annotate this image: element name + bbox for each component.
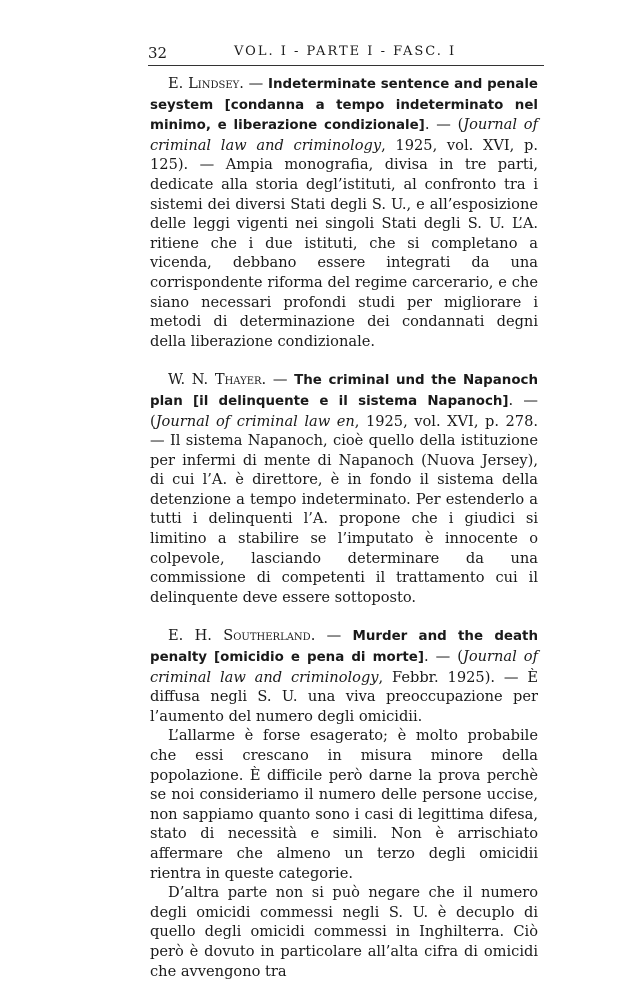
entry-dash: — [243,75,269,92]
entry-punct: . — ( [424,116,464,134]
text-column [150,74,538,981]
entry-dash: — [266,371,295,389]
entry-title: Murder and the death penalty [omicidio e pena di morte] [150,629,538,666]
review-entry-southerland [150,626,538,726]
entry-dash: — [315,627,353,645]
entry-title: The criminal und the Napanoch plan [il delinquente e il sistema Napanoch] [150,373,539,409]
entry-author: W. N. Thayer. [168,371,267,389]
header-rule [148,65,544,66]
entry-body: Il sistema Napanoch, cioè quello della istituzione per infermi di mente di Napanoch (Nuova Jersey), di cui l’A. è direttore, è in fondo il sistema della detenzione a tempo indeterminato. Per estenderlo a tutti i delinquenti l’A. propone che i giudici si limitino a stabilire se l’imputato è innocente o colpevole, lasciando determinare da una commissione di competenti il trattamento cui il delinquente deve essere sottoposto. [150,432,538,606]
entry-punct: . — ( [150,391,538,430]
entry-citation: , 1925, vol. XVI, p. 125). — [150,136,538,174]
entry-punct: . — ( [423,648,463,666]
entry-journal: Journal of criminal law and criminology [150,648,538,686]
entry-title: Indeterminate sentence and penale seystem [condanna a tempo indeterminato nel minimo, e liberazione condizionale] [150,77,538,134]
entry-author: E. Lindsey. [168,75,244,92]
entry-journal: Journal of criminal law en [155,412,355,430]
entry-journal: Journal of criminal law and criminology [150,116,538,154]
review-entry-lindsey [150,74,538,351]
body-paragraph: L’allarme è forse esagerato; è molto probabile che essi crescano in misura minore della popolazione. È difficile però darne la prova perchè se noi consideriamo il numero delle persone uccise, non sappiamo quanto sono i casi di legittima difesa, stato di necessità e simili. Non è arrischiato affermare che almeno un terzo degli omicidii rientra in queste categorie. [150,727,538,882]
entry-body: È diffusa negli S. U. una viva preoccupazione per l’aumento del numero degli omicidii. [150,668,539,725]
entry-author: E. H. Southerland. [168,627,316,645]
page-number: 32 [148,44,168,62]
entry-citation: , Febbr. 1925). — [378,668,528,686]
running-head: VOL. I - PARTE I - FASC. I [234,44,457,59]
review-entry-thayer [150,370,538,607]
entry-citation: , 1925, vol. XVI, p. 278. — [150,412,538,450]
entry-body: Ampia monografia, divisa in tre parti, dedicate alla storia degl’istituti, al confronto tra i sistemi dei diversi Stati degli S. U., e all’esposizione delle leggi vigenti nei singoli Stati degli S. U. L’A. ritiene che i due istituti, che si completano a vicenda, debbano essere integrati da una corrispondente riforma del regime carcerario, e che siano necessari profondi studi per migliorare i metodi di determinazione dei condannati degni della liberazione condizionale. [150,156,538,350]
body-paragraph: D’altra parte non si può negare che il numero degli omicidi commessi negli S. U. è decuplo di quello degli omicidi commessi in Inghilterra. Ciò però è dovuto in particolare all’alta cifra di omicidi che avvengono tra [150,884,538,980]
